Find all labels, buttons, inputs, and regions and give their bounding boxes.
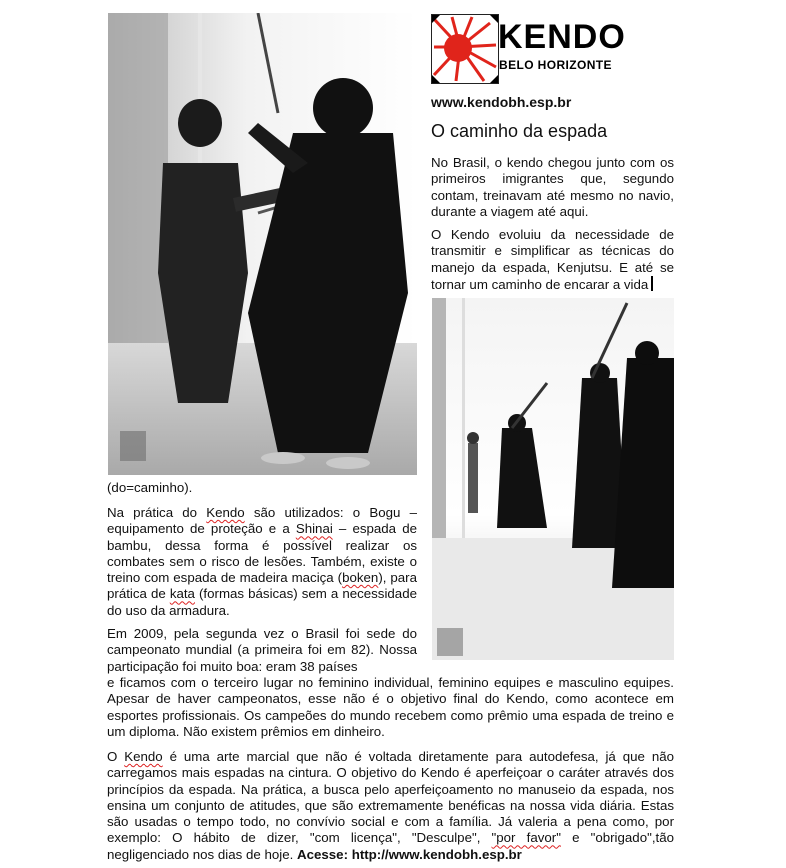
text-cursor: [651, 276, 653, 291]
equipment-term-kendo: Kendo: [206, 505, 245, 520]
philosophy-text-a: O: [107, 749, 125, 764]
paragraph-equipment: [107, 505, 417, 619]
equipment-text-c: – espada de bambu, dessa forma é possível realizar os combates sem o risco de lesões. Também, existe o treino com espada de madeira maciça (: [107, 521, 417, 586]
paragraph-kendo-evolution-end: (do=caminho).: [107, 480, 193, 495]
photo-kendo-sparring-image: [108, 13, 417, 475]
paragraph-championship-top: Em 2009, pela segunda vez o Brasil foi sede do campeonato mundial (a primeira foi em 82). Nossa participação foi muito boa: eram 38 países: [107, 626, 417, 674]
cta-link[interactable]: Acesse: http://www.kendobh.esp.br: [297, 846, 522, 862]
paragraph-championship-rest: e ficamos com o terceiro lugar no feminino individual, feminino equipes e masculino equipes. Apesar de haver campeonatos, esse não é o objetivo final do Kendo, como acontece em esportes profissionais. Os campeões do mundo recebem como prêmio uma espada de treino e um diploma. Não existem prêmios em dinheiro.: [107, 675, 674, 739]
logo-rising-sun: [431, 14, 499, 84]
philosophy-text-b: é uma arte marcial que não é voltada diretamente para autodefesa, já que não carregamos mais espadas na cintura. O objetivo do Kendo é aperfeiçoar o caráter através dos princípios da espada. Na prática, a busca pelo aperfeiçoamento no manuseio da espada, nos ensina um conjunto de atitudes, que são extremamente benéficas na nossa vida diária. Estas são usadas o tempo todo, no convívio social e com a família. Já valeria a pena como, por exemplo: O hábito de dizer, "com licença", "Desculpe",: [107, 749, 674, 846]
logo-subtitle: BELO HORIZONTE: [499, 58, 612, 72]
logo-wordmark: KENDO: [498, 18, 626, 56]
paragraph-kendo-philosophy: [107, 749, 674, 863]
photo-kendo-sparring: [108, 13, 417, 475]
equipment-term-shinai: Shinai: [295, 521, 333, 537]
philosophy-term-kendo: Kendo: [124, 749, 163, 764]
paragraph-kendo-evolution-text: O Kendo evoluiu da necessidade de transmitir e simplificar as técnicas do manejo da espada, Kenjutsu. E até se tornar um caminho de encarar a vida: [431, 227, 674, 292]
equipment-term-kata: kata: [169, 586, 195, 602]
philosophy-term-por-favor: "por favor": [491, 830, 561, 846]
paragraph-brazil-arrival: No Brasil, o kendo chegou junto com os primeiros imigrantes que, segundo contam, treinavam até mesmo no navio, durante a viagem até aqui.: [431, 155, 674, 219]
equipment-text-a: Na prática do: [107, 505, 207, 520]
article-heading: O caminho da espada: [431, 121, 608, 141]
philosophy-text-c: e "obrigado",tão negligenciado nos dias de hoje.: [107, 830, 674, 862]
equipment-text-b: são utilizados: o Bogu – equipamento de proteção e a: [107, 505, 417, 537]
website-url[interactable]: www.kendobh.esp.br: [431, 94, 572, 110]
paragraph-kendo-evolution: [431, 227, 674, 293]
equipment-text-e: (formas básicas) sem a necessidade do uso da armadura.: [107, 586, 417, 618]
equipment-term-boken: boken: [342, 570, 379, 586]
photo-kendo-training-image: [432, 298, 674, 660]
equipment-text-d: ), para prática de: [107, 570, 417, 602]
photo-kendo-training: [432, 298, 674, 660]
rising-sun-icon: [432, 15, 498, 83]
